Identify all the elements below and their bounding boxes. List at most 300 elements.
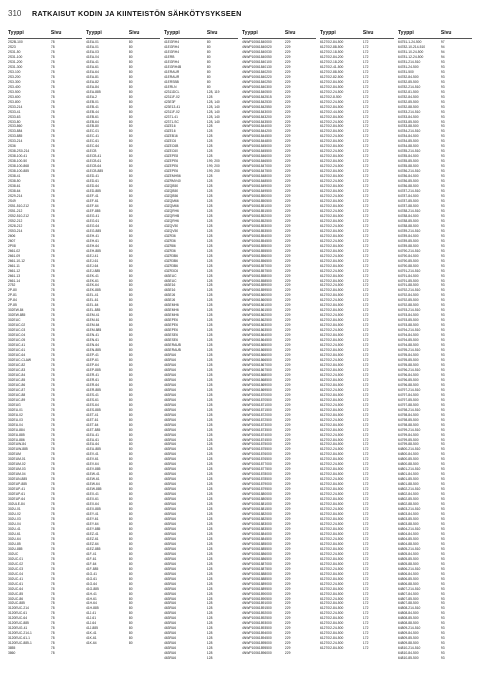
page-ref: 172: [362, 149, 369, 154]
type-code: 41EN-885: [86, 348, 101, 353]
type-code: 64801-85-500: [398, 477, 419, 482]
page-ref: 172: [362, 526, 369, 531]
page-ref: 229: [284, 223, 291, 228]
page-ref: 172: [362, 328, 369, 333]
page-ref: 78: [50, 79, 55, 84]
page-ref: 229: [284, 94, 291, 99]
page-ref: 80: [128, 114, 133, 119]
page-ref: 80: [128, 561, 133, 566]
page-ref: 229: [284, 556, 291, 561]
index-column: [320, 30, 394, 670]
type-code: 61270/2-84-500: [320, 546, 344, 551]
type-code: 61270/2-84-500: [320, 362, 344, 367]
page-ref: 128: [206, 208, 213, 213]
page-ref: 78: [50, 626, 55, 631]
page-ref: 80: [128, 626, 133, 631]
page-ref: 78: [50, 288, 55, 293]
page-ref: 172: [362, 551, 369, 556]
page-ref: 78: [50, 581, 55, 586]
type-code: 302EU-02: [8, 412, 23, 417]
type-code: 41EY-885: [86, 526, 101, 531]
type-code: 4NWP10061853000: [242, 223, 272, 228]
type-code: 463EPE6: [164, 323, 178, 328]
type-code: 3120EUC-61: [8, 611, 28, 616]
type-code: 61270/2-84-500: [320, 308, 344, 313]
page-ref: 229: [284, 74, 291, 79]
type-code: 41EN-41: [86, 333, 100, 338]
type-code: 64810-85-500: [398, 656, 419, 661]
page-ref: 93: [440, 596, 445, 601]
page-ref: 93: [440, 536, 445, 541]
type-code: 3120EUC-64: [8, 616, 28, 621]
page-ref: 229: [284, 377, 291, 382]
page-ref: 172: [362, 482, 369, 487]
type-code: 463RU6: [164, 377, 177, 382]
type-code: 463RU6: [164, 358, 177, 362]
type-code: 302UC-85: [8, 591, 24, 596]
page-ref: 172: [362, 184, 369, 189]
type-header: Tyyppi: [8, 30, 24, 36]
type-code: 64785-85-500: [398, 159, 419, 164]
page-ref: 128: [206, 517, 213, 521]
type-code: 4NWP10061843500: [242, 119, 272, 124]
page-ref: 128: [206, 233, 213, 238]
type-code: 64804-84-500: [398, 531, 419, 536]
type-code: 302EUG: [8, 402, 21, 407]
type-code: 302UC-41: [8, 576, 24, 581]
page-ref: 229: [284, 54, 291, 59]
page-ref: 93: [440, 124, 445, 129]
type-code: 64804-88-500: [398, 541, 419, 546]
column-header: [320, 30, 394, 39]
page-ref: 172: [362, 134, 369, 139]
page-ref: 229: [284, 64, 291, 69]
page-ref: 172: [362, 59, 369, 64]
page-ref: 78: [50, 566, 55, 571]
type-code: 61270/2-84-500: [320, 422, 344, 427]
type-code: 4NWP10061882000: [242, 512, 272, 517]
type-code: 64806-88-500: [398, 581, 419, 586]
page-ref: 128: [206, 467, 213, 472]
page-ref: 172: [362, 382, 369, 387]
type-code: 41EY-61: [86, 517, 99, 521]
page-ref: 229: [284, 194, 291, 199]
page-ref: 80: [128, 353, 133, 358]
type-code: 43ZEC60: [164, 149, 178, 154]
type-code: 64809-88-500: [398, 641, 419, 646]
type-code: 64786-85-500: [398, 179, 419, 184]
type-code: 61270/2-84-500: [320, 621, 344, 626]
page-ref: 80: [128, 502, 133, 507]
page-ref: 80: [128, 427, 133, 432]
page-ref: 80: [128, 278, 133, 283]
type-code: 4NWP10061845500: [242, 149, 272, 154]
page-ref: 172: [362, 631, 369, 636]
type-code: 64792-214-510: [398, 288, 421, 293]
page-ref: 229: [284, 129, 291, 134]
page-ref: 78: [50, 283, 55, 288]
type-code: 4NWP10061840130: [242, 64, 272, 69]
page-ref: 93: [440, 164, 445, 169]
type-code: 64782-214-510: [398, 84, 421, 89]
type-code: 43ZR3B6: [164, 253, 178, 258]
page-ref: 80: [128, 437, 133, 442]
page-ref: 172: [362, 536, 369, 541]
type-code: 4NWP10061869500: [242, 387, 272, 392]
type-code: 41ERAUR: [164, 69, 180, 74]
page-ref: 128: [206, 591, 213, 596]
page-ref: 93: [440, 328, 445, 333]
page-ref: 229: [284, 233, 291, 238]
type-code: 302EUC-02: [8, 323, 26, 328]
page-ref: 229: [284, 372, 291, 377]
type-code: 64791-84-500: [398, 273, 419, 278]
type-code: 41ERLN: [164, 84, 177, 89]
page-ref: 78: [50, 64, 55, 69]
type-code: 302EUC-82: [8, 362, 26, 367]
type-code: 61270/2-84-500: [320, 263, 344, 268]
page-ref: 229: [284, 477, 291, 482]
type-code: 64791-88-500: [398, 283, 419, 288]
type-code: 64809-84-500: [398, 631, 419, 636]
page-ref: 172: [362, 323, 369, 328]
type-code: 43ZR3B6: [164, 258, 178, 263]
type-code: 302EUC-83: [8, 367, 26, 372]
type-code: 4NWP10061840300: [242, 84, 272, 89]
type-code: 41EP-41: [86, 353, 99, 358]
type-code: 61270/2-84-500: [320, 526, 344, 531]
type-code: 41ES-61: [86, 397, 99, 402]
type-code: 463RU6: [164, 372, 177, 377]
type-code: 463RU6: [164, 641, 177, 646]
page-ref: 80: [128, 392, 133, 397]
type-code: 43ZE16: [164, 129, 176, 134]
page-ref: 78: [50, 114, 55, 119]
type-code: 41EV-885: [86, 467, 101, 472]
type-code: 2S49: [8, 199, 16, 203]
type-code: 4NWP10061885500: [242, 546, 272, 551]
page-ref: 172: [362, 338, 369, 343]
page-ref: 78: [50, 472, 55, 477]
type-code: 2S31-100: [8, 54, 23, 59]
page-ref: 93: [440, 109, 445, 114]
page-ref: 128: [206, 596, 213, 601]
page-ref: 229: [284, 213, 291, 218]
type-code: 4NWP10061856000: [242, 253, 272, 258]
type-code: 463RU6: [164, 596, 177, 601]
page-ref: 172: [362, 412, 369, 417]
type-code: 4NWP10061846500: [242, 159, 272, 164]
page-ref: 80: [206, 74, 211, 79]
page-ref: 128: [206, 521, 213, 526]
type-code: 41EN-61: [86, 338, 100, 343]
page-ref: 78: [50, 343, 55, 348]
page-ref: 172: [362, 422, 369, 427]
page-ref: 80: [128, 512, 133, 517]
page-ref: 80: [128, 233, 133, 238]
page-ref: 78: [50, 328, 55, 333]
page-ref: 78: [50, 218, 55, 223]
page-ref: 93: [440, 283, 445, 288]
page-ref: 229: [284, 154, 291, 159]
type-code: 2661-12: [8, 268, 21, 273]
type-code: 4NWP10061892000: [242, 611, 272, 616]
type-code: 64809-85-500: [398, 636, 419, 641]
type-code: 61270/2-44-500: [320, 109, 344, 114]
type-code: 61270/2-84-200: [320, 54, 344, 59]
type-code: 61270/2-84-500: [320, 636, 344, 641]
page-ref: 172: [362, 139, 369, 144]
type-code: 41ECB-41: [86, 154, 102, 159]
type-code: 64800-214-510: [398, 447, 421, 452]
page-ref: 172: [362, 89, 369, 94]
page-ref: 80: [128, 59, 133, 64]
type-code: 61270/2-84-500: [320, 303, 344, 308]
page-ref: 128: [206, 477, 213, 482]
type-code: 61270/2-84-500: [320, 502, 344, 507]
page-ref: 93: [440, 59, 445, 64]
page-ref: 80: [128, 298, 133, 303]
page-ref: 172: [362, 159, 369, 164]
page-ref: 229: [284, 139, 291, 144]
index-column: [86, 30, 160, 670]
page-ref: 229: [284, 318, 291, 323]
type-code: 42371-41: [164, 114, 178, 119]
page-ref: 93: [440, 407, 445, 412]
type-code: 463RU6: [164, 541, 177, 546]
page-ref: 172: [362, 576, 369, 581]
page-ref: 172: [362, 114, 369, 119]
page-ref: 93: [440, 616, 445, 621]
type-code: 64785-214-510: [398, 149, 421, 154]
page-ref: 128: [206, 298, 213, 303]
page-ref: 80: [206, 59, 211, 64]
page-ref: 229: [284, 218, 291, 223]
type-code: 4NWP10061868000: [242, 372, 272, 377]
page-ref: 229: [284, 99, 291, 104]
page-ref: 93: [440, 551, 445, 556]
page-ref: 172: [362, 462, 369, 467]
page-ref: 172: [362, 144, 369, 149]
page-ref: 80: [128, 601, 133, 606]
page-ref: 80: [128, 169, 133, 174]
type-code: 61270/2-84-500: [320, 114, 344, 119]
type-code: 41EX-885: [86, 507, 101, 512]
type-code: 61270/2-24-500: [320, 387, 344, 392]
type-code: 4NWP10061850000: [242, 194, 272, 199]
type-code: 41EA-01: [86, 44, 99, 49]
page-ref: 80: [128, 556, 133, 561]
type-code: 4NWP10061895500: [242, 646, 272, 651]
page-ref: 80: [128, 377, 133, 382]
page-ref: 229: [284, 591, 291, 596]
page-ref: 80: [128, 338, 133, 343]
type-code: 41ED-41: [86, 174, 100, 179]
page-ref: 128: [206, 427, 213, 432]
type-code: 61270/2-24-500: [320, 99, 344, 104]
type-code: 302EUN-885: [8, 477, 28, 482]
type-code: 64788-84-500: [398, 213, 419, 218]
page-ref: 128: [206, 621, 213, 626]
type-code: 61270/2-84-500: [320, 487, 344, 492]
type-code: 43ZEB16: [164, 134, 178, 139]
page-ref: 78: [50, 571, 55, 576]
type-code: 4NWP10061890500: [242, 596, 272, 601]
page-ref: 172: [362, 258, 369, 263]
page-ref: 78: [50, 507, 55, 512]
page-ref: 172: [362, 124, 369, 129]
page-ref: 128: [206, 129, 213, 134]
type-code: 4NWP10061877500: [242, 467, 272, 472]
page-ref: 128: [206, 134, 213, 139]
type-code: 463RU6: [164, 576, 177, 581]
page-ref: 93: [440, 581, 445, 586]
page-ref: 128, 119: [206, 89, 220, 94]
page-ref: 78: [50, 576, 55, 581]
type-code: 61270/2-24-500: [320, 462, 344, 467]
page-ref: 93: [440, 258, 445, 263]
type-code: 64806-85-500: [398, 576, 419, 581]
type-code: 463RU6: [164, 412, 177, 417]
page-ref: 172: [362, 517, 369, 521]
page-ref: 93: [440, 114, 445, 119]
type-code: 64807-85-500: [398, 596, 419, 601]
page-ref: 229: [284, 124, 291, 129]
page-ref: 80: [128, 223, 133, 228]
page-ref: 229: [284, 601, 291, 606]
page-ref: 172: [362, 298, 369, 303]
page-ref: 80: [206, 64, 211, 69]
page-ref: 172: [362, 437, 369, 442]
type-code: 61270/2-84-500: [320, 556, 344, 561]
page-ref: 128: [206, 472, 213, 477]
type-code: 3120EUC-61-1: [8, 636, 30, 641]
type-code: 463RU6: [164, 591, 177, 596]
page-ref: 80: [128, 333, 133, 338]
page-ref: 128: [206, 387, 213, 392]
page-ref: 78: [50, 427, 55, 432]
type-code: 61270/2-84-500: [320, 199, 344, 203]
type-code: 61270/2-84-500: [320, 169, 344, 174]
type-code: 41ET-61: [86, 417, 99, 422]
page-ref: 78: [50, 442, 55, 447]
type-code: 64784-84-500: [398, 134, 419, 139]
index-columns: [8, 30, 472, 670]
page-ref: 78: [50, 303, 55, 308]
type-code: 463RU6: [164, 467, 177, 472]
page-ref: 93: [440, 556, 445, 561]
type-code: 41EU-885: [86, 447, 101, 452]
page-ref: 128: [206, 124, 213, 129]
page-ref: 78: [50, 40, 55, 44]
type-code: 4NWP10061862000: [242, 313, 272, 318]
page-ref: 229: [284, 571, 291, 576]
page-ref: 229: [284, 238, 291, 243]
page-ref: 172: [362, 621, 369, 626]
page-ref: 172: [362, 44, 369, 49]
page-ref: 172: [362, 561, 369, 566]
page-ref: 229: [284, 358, 291, 362]
page-ref: 78: [50, 392, 55, 397]
index-column: [242, 30, 316, 670]
page-ref: 229: [284, 248, 291, 253]
type-code: 41ES-41: [86, 392, 99, 397]
type-code: 64807-88-500: [398, 601, 419, 606]
page-ref: 78: [50, 497, 55, 502]
type-code: 41EL-64: [86, 303, 99, 308]
type-code: 61270/2-24-500: [320, 521, 344, 526]
type-code: 4NWP10061860500: [242, 298, 272, 303]
type-code: 463RU6: [164, 571, 177, 576]
type-code: 4NWP10061872500: [242, 417, 272, 422]
type-code: 463RU6: [164, 417, 177, 422]
type-code: 41K-41: [86, 631, 97, 636]
type-code: 64790-84-500: [398, 253, 419, 258]
type-code: 61270/2-84-500: [320, 397, 344, 402]
page-ref: 172: [362, 40, 369, 44]
type-code: 4NWP10061873000: [242, 422, 272, 427]
type-code: 302UC-61: [8, 581, 24, 586]
type-code: 61270/2-84-500: [320, 333, 344, 338]
page-ref: 78: [50, 149, 55, 154]
type-code: 41ET-64: [86, 422, 99, 427]
type-code: 41EL-61: [86, 298, 99, 303]
page-ref: 93: [440, 169, 445, 174]
page-ref: 172: [362, 179, 369, 184]
page-ref: 128: [206, 253, 213, 258]
page-ref: 78: [50, 487, 55, 492]
type-code: 64804-85-500: [398, 536, 419, 541]
type-code: 4NWP10061848000: [242, 174, 272, 179]
type-code: 2606: [8, 233, 16, 238]
type-code: 4NWP10061876500: [242, 457, 272, 462]
page-ref: 128: [206, 353, 213, 358]
page-ref: 229: [284, 268, 291, 273]
page-ref: 80: [128, 362, 133, 367]
type-code: 41EG-885: [86, 228, 102, 233]
type-code: 4NWP10061888500: [242, 576, 272, 581]
type-code: 4NWP10061888000: [242, 571, 272, 576]
type-code: 61270/2-84-500: [320, 228, 344, 233]
type-code: 64794-84-500: [398, 333, 419, 338]
type-code: 463RU6: [164, 507, 177, 512]
page-ref: 78: [50, 248, 55, 253]
type-code: 43ZEMH56: [164, 174, 181, 179]
page-ref: 229: [284, 382, 291, 387]
page-ref: 172: [362, 626, 369, 631]
type-code: 61270/2-24-500: [320, 119, 344, 124]
page-ref: 172: [362, 492, 369, 497]
page-ref: 93: [440, 571, 445, 576]
type-code: 64808-84-500: [398, 611, 419, 616]
page-ref: 78: [50, 258, 55, 263]
type-code: 61270/2-84-500: [320, 129, 344, 134]
page-ref: 93: [440, 313, 445, 318]
page-ref: 80: [128, 273, 133, 278]
type-code: 41ED-885: [86, 189, 101, 194]
column-header: [8, 30, 82, 39]
type-code: 4NWP10061882500: [242, 517, 272, 521]
type-code: 61270/2-84-500: [320, 203, 344, 208]
page-ref: 229: [284, 228, 291, 233]
page-ref: 93: [440, 521, 445, 526]
page-ref: 172: [362, 94, 369, 99]
type-code: 41EJ-61: [86, 258, 99, 263]
page-ref: 128: [206, 412, 213, 417]
type-code: 463RU6: [164, 611, 177, 616]
type-code: 41ES-885: [86, 407, 101, 412]
page-ref: 128: [206, 551, 213, 556]
